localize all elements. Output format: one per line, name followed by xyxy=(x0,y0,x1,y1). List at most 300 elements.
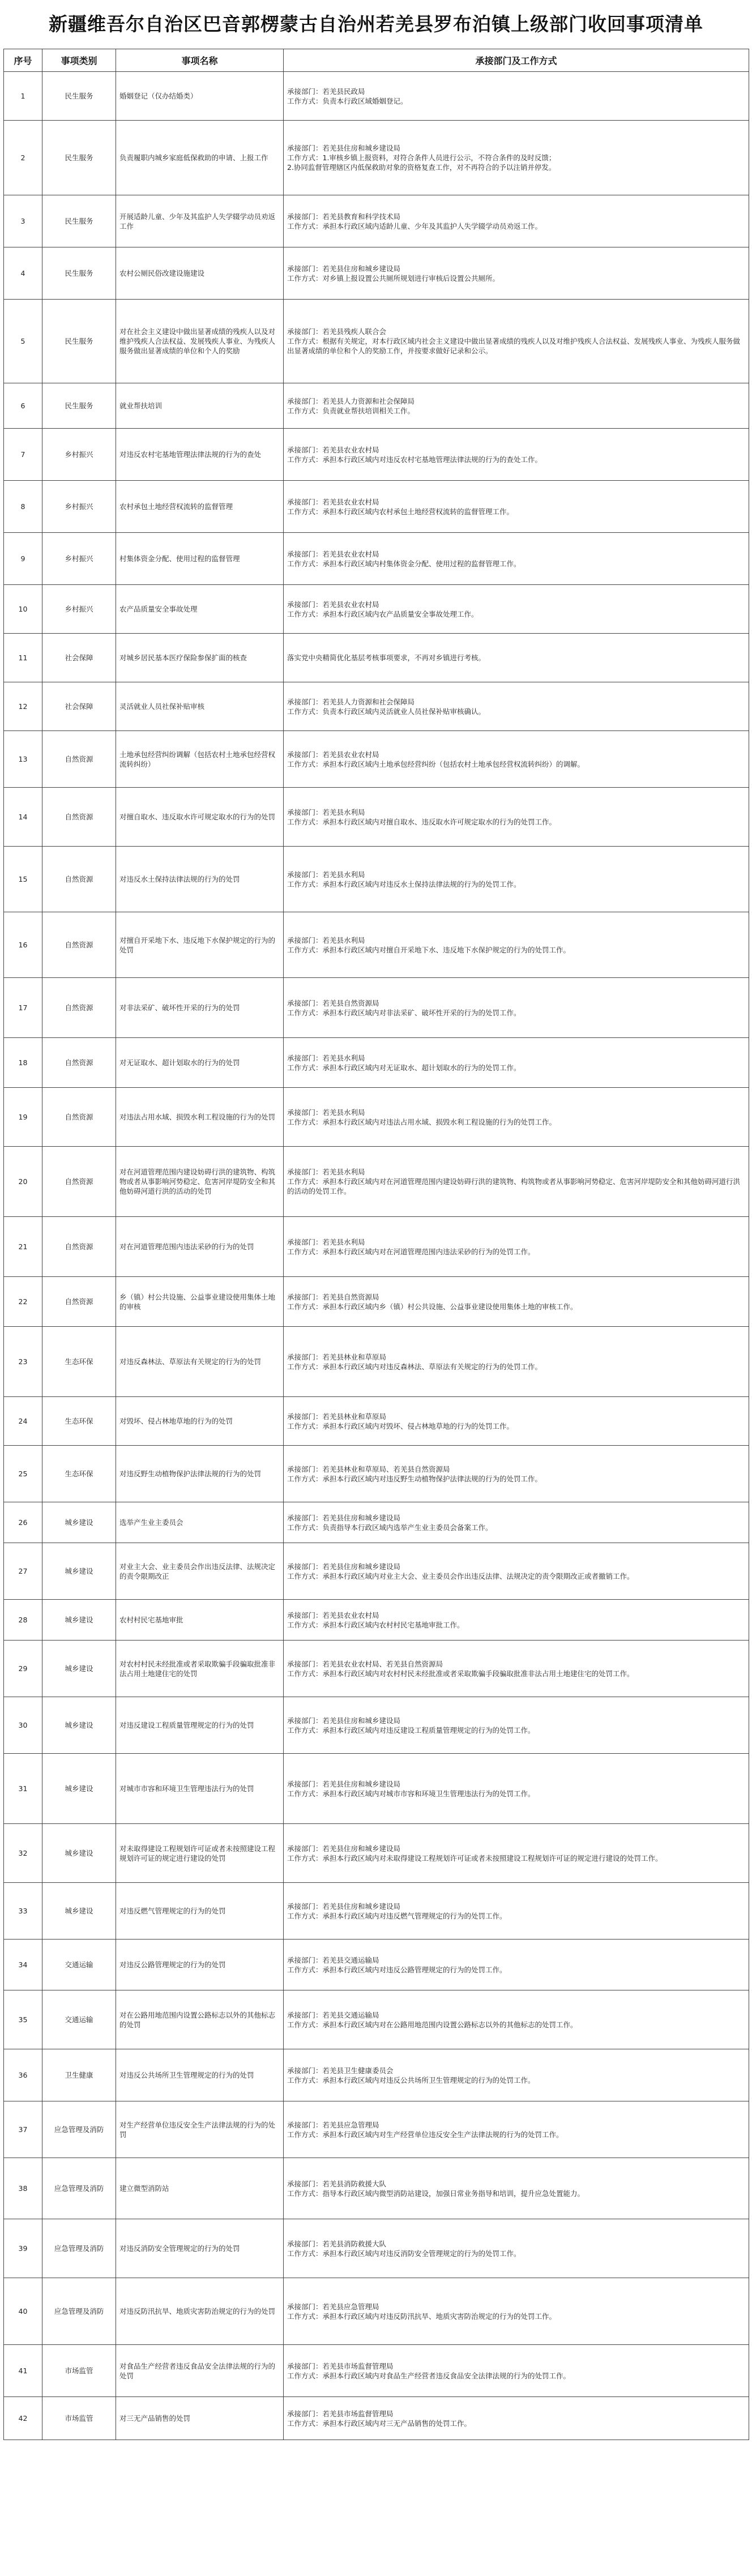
row-category: 民生服务 xyxy=(42,383,116,429)
row-item-name: 农村村民宅基地审批 xyxy=(116,1600,284,1641)
table-row xyxy=(4,247,749,300)
row-category: 自然资源 xyxy=(42,1088,116,1147)
row-number: 40 xyxy=(4,2278,42,2345)
row-dept-method xyxy=(284,1147,749,1217)
dept-line: 承接部门：若羌县农业农村局 xyxy=(287,445,379,454)
dept-line: 工作方式：承担本行政区域内对业主大会、业主委员会作出违反法律、法规决定的责令限期改正或者撤销工作。 xyxy=(287,1571,634,1580)
table-row xyxy=(4,1088,749,1147)
row-dept-method xyxy=(284,847,749,912)
row-dept-method xyxy=(284,1397,749,1446)
row-number: 20 xyxy=(4,1147,42,1217)
dept-line: 承接部门：若羌县消防救援大队 xyxy=(287,2179,387,2188)
row-item-name: 对违反建设工程质量管理规定的行为的处罚 xyxy=(116,1697,284,1754)
dept-line: 工作方式：承担本行政区域内乡（镇）村公共设施、公益事业建设使用集体土地的审核工作。 xyxy=(287,1302,578,1311)
dept-line: 工作方式：指导本行政区域内微型消防站建设，加强日常业务指导和培训，提升应急处置能力。 xyxy=(287,2189,585,2198)
row-dept-method xyxy=(284,634,749,682)
row-item-name: 对违法占用水域、损毁水利工程设施的行为的处罚 xyxy=(116,1088,284,1147)
table-row xyxy=(4,978,749,1038)
header-dept: 承接部门及工作方式 xyxy=(284,49,749,72)
row-dept-method xyxy=(284,2397,749,2440)
row-dept-method xyxy=(284,1940,749,1990)
dept-line: 承接部门：若羌县农业农村局 xyxy=(287,750,379,759)
dept-line: 承接部门：若羌县住房和城乡建设局 xyxy=(287,144,401,152)
table-row xyxy=(4,1641,749,1697)
dept-line: 工作方式：承担本行政区域内对三无产品销售的处罚工作。 xyxy=(287,2419,472,2428)
dept-line: 承接部门：若羌县林业和草原局 xyxy=(287,1352,387,1361)
row-item-name: 对违反燃气管理规定的行为的处罚 xyxy=(116,1883,284,1940)
row-dept-method xyxy=(284,300,749,383)
row-number: 13 xyxy=(4,731,42,788)
dept-line: 工作方式：承担本行政区域内对擅自开采地下水、违反地下水保护规定的行为的处罚工作。 xyxy=(287,945,571,954)
row-dept-method xyxy=(284,682,749,731)
dept-line: 工作方式：承担本行政区域内对农村村民未经批准或者采取欺骗手段骗取批准非法占用土地建住宅的处罚工作。 xyxy=(287,1669,634,1678)
dept-line: 工作方式：承担本行政区域内对违反森林法、草原法有关规定的行为的处罚工作。 xyxy=(287,1362,542,1371)
table-row xyxy=(4,1446,749,1502)
dept-line: 工作方式：承担本行政区域内对违反燃气管理规定的行为的处罚工作。 xyxy=(287,1911,507,1920)
table-row xyxy=(4,788,749,847)
row-category: 自然资源 xyxy=(42,912,116,978)
table-row xyxy=(4,481,749,533)
dept-line: 工作方式：承担本行政区域内对违反野生动植物保护法律法规的行为的处罚工作。 xyxy=(287,1474,542,1483)
dept-line: 承接部门：若羌县残疾人联合会 xyxy=(287,327,387,336)
table-row xyxy=(4,2101,749,2158)
row-category: 自然资源 xyxy=(42,978,116,1038)
dept-line: 承接部门：若羌县住房和城乡建设局 xyxy=(287,1779,401,1788)
row-dept-method xyxy=(284,1217,749,1277)
row-category: 自然资源 xyxy=(42,1147,116,1217)
dept-line: 承接部门：若羌县农业农村局 xyxy=(287,549,379,558)
dept-line: 2.协同监督管理辖区内低保救助对象的资格复查工作，对不再符合的予以注销并停发。 xyxy=(287,163,556,172)
row-number: 7 xyxy=(4,429,42,481)
row-item-name: 对在公路用地范围内设置公路标志以外的其他标志的处罚 xyxy=(116,1990,284,2049)
row-category: 交通运输 xyxy=(42,1940,116,1990)
row-number: 34 xyxy=(4,1940,42,1990)
dept-line: 工作方式：承担本行政区域内村集体资金分配、使用过程的监督管理工作。 xyxy=(287,559,521,568)
row-item-name: 对三无产品销售的处罚 xyxy=(116,2397,284,2440)
dept-line: 承接部门：若羌县住房和城乡建设局 xyxy=(287,1844,401,1853)
table-row xyxy=(4,2219,749,2278)
row-dept-method xyxy=(284,195,749,247)
dept-line: 承接部门：若羌县林业和草原局 xyxy=(287,1412,387,1421)
row-number: 19 xyxy=(4,1088,42,1147)
row-category: 市场监管 xyxy=(42,2397,116,2440)
row-number: 35 xyxy=(4,1990,42,2049)
table-row xyxy=(4,731,749,788)
table-row xyxy=(4,1940,749,1990)
row-number: 30 xyxy=(4,1697,42,1754)
dept-line: 工作方式：承担本行政区域内对违反公路管理规定的行为的处罚工作。 xyxy=(287,1965,507,1974)
table-row xyxy=(4,1277,749,1327)
dept-line: 工作方式：承担本行政区域内对非法采矿、破坏性开采的行为的处罚工作。 xyxy=(287,1008,521,1017)
row-item-name: 对违反农村宅基地管理法律法规的行为的查处 xyxy=(116,429,284,481)
row-item-name: 对未取得建设工程规划许可证或者未按照建设工程规划许可证的规定进行建设的处罚 xyxy=(116,1824,284,1883)
row-item-name: 乡（镇）村公共设施、公益事业建设使用集体土地的审核 xyxy=(116,1277,284,1327)
row-category: 生态环保 xyxy=(42,1397,116,1446)
row-category: 民生服务 xyxy=(42,195,116,247)
row-number: 31 xyxy=(4,1754,42,1824)
row-dept-method xyxy=(284,481,749,533)
table-row xyxy=(4,72,749,121)
dept-line: 工作方式：对乡镇上报设置公共厕所规划进行审核后设置公共厕所。 xyxy=(287,274,500,283)
row-dept-method xyxy=(284,2101,749,2158)
row-item-name: 对擅自取水、违反取水许可规定取水的行为的处罚 xyxy=(116,788,284,847)
row-item-name: 对违反森林法、草原法有关规定的行为的处罚 xyxy=(116,1327,284,1397)
row-category: 城乡建设 xyxy=(42,1641,116,1697)
dept-line: 工作方式：承担本行政区域内对违反农村宅基地管理法律法规的行为的查处工作。 xyxy=(287,455,542,464)
dept-line: 工作方式：负责就业帮扶培训相关工作。 xyxy=(287,406,415,415)
row-dept-method xyxy=(284,1088,749,1147)
dept-line: 承接部门：若羌县交通运输局 xyxy=(287,1955,379,1964)
dept-line: 承接部门：若羌县民政局 xyxy=(287,87,365,96)
dept-line: 工作方式：承担本行政区域内对城市市容和环境卫生管理违法行为的处罚工作。 xyxy=(287,1789,535,1798)
row-category: 乡村振兴 xyxy=(42,481,116,533)
dept-line: 工作方式：承担本行政区域内适龄儿童、少年及其监护人失学辍学动员劝返工作。 xyxy=(287,221,542,230)
row-item-name: 对违反消防安全管理规定的行为的处罚 xyxy=(116,2219,284,2278)
table-row xyxy=(4,1883,749,1940)
dept-line: 工作方式：承担本行政区域内土地承包经营纠纷（包括农村土地承包经营权流转纠纷）的调解。 xyxy=(287,759,585,768)
row-number: 29 xyxy=(4,1641,42,1697)
row-item-name: 农产品质量安全事故处理 xyxy=(116,585,284,634)
dept-line: 工作方式：承担本行政区域内对生产经营单位违反安全生产法律法规的行为的处罚工作。 xyxy=(287,2130,563,2139)
row-item-name: 建立微型消防站 xyxy=(116,2158,284,2219)
row-item-name: 对在社会主义建设中做出显著成绩的残疾人以及对维护残疾人合法权益、发展残疾人事业、为残疾人服务做出显著成绩的单位和个人的奖励 xyxy=(116,300,284,383)
row-category: 生态环保 xyxy=(42,1446,116,1502)
row-number: 3 xyxy=(4,195,42,247)
dept-line: 承接部门：若羌县住房和城乡建设局 xyxy=(287,1513,401,1522)
dept-line: 承接部门：若羌县农业农村局 xyxy=(287,1610,379,1620)
row-dept-method xyxy=(284,1446,749,1502)
row-category: 社会保障 xyxy=(42,634,116,682)
row-number: 9 xyxy=(4,533,42,585)
table-row xyxy=(4,533,749,585)
row-item-name: 农村承包土地经营权流转的监督管理 xyxy=(116,481,284,533)
row-category: 乡村振兴 xyxy=(42,429,116,481)
dept-line: 工作方式：1.审核乡镇上报资料，对符合条件人员进行公示，不符合条件的及时反馈； xyxy=(287,153,556,162)
row-item-name: 对农村村民未经批准或者采取欺骗手段骗取批准非法占用土地建住宅的处罚 xyxy=(116,1641,284,1697)
row-item-name: 村集体资金分配、使用过程的监督管理 xyxy=(116,533,284,585)
row-item-name: 对违反水土保持法律法规的行为的处罚 xyxy=(116,847,284,912)
dept-line: 承接部门：若羌县水利局 xyxy=(287,1237,365,1246)
table-row xyxy=(4,1824,749,1883)
row-item-name: 婚姻登记（仅办结婚类） xyxy=(116,72,284,121)
row-dept-method xyxy=(284,912,749,978)
row-number: 37 xyxy=(4,2101,42,2158)
row-item-name: 就业帮扶培训 xyxy=(116,383,284,429)
dept-line: 承接部门：若羌县农业农村局 xyxy=(287,600,379,609)
row-category: 应急管理及消防 xyxy=(42,2219,116,2278)
row-item-name: 对违反公共场所卫生管理规定的行为的处罚 xyxy=(116,2049,284,2101)
dept-line: 承接部门：若羌县自然资源局 xyxy=(287,998,379,1007)
dept-line: 承接部门：若羌县水利局 xyxy=(287,870,365,879)
dept-line: 承接部门：若羌县农业农村局、若羌县自然资源局 xyxy=(287,1659,443,1668)
row-item-name: 对在河道管理范围内违法采砂的行为的处罚 xyxy=(116,1217,284,1277)
row-dept-method xyxy=(284,2049,749,2101)
row-category: 社会保障 xyxy=(42,682,116,731)
row-dept-method xyxy=(284,788,749,847)
table-row xyxy=(4,1147,749,1217)
row-item-name: 开展适龄儿童、少年及其监护人失学辍学动员劝返工作 xyxy=(116,195,284,247)
dept-line: 承接部门：若羌县林业和草原局、若羌县自然资源局 xyxy=(287,1464,450,1473)
row-item-name: 对擅自开采地下水、违反地下水保护规定的行为的处罚 xyxy=(116,912,284,978)
row-dept-method xyxy=(284,978,749,1038)
row-category: 应急管理及消防 xyxy=(42,2101,116,2158)
dept-line: 承接部门：若羌县交通运输局 xyxy=(287,2010,379,2019)
dept-line: 承接部门：若羌县水利局 xyxy=(287,808,365,817)
row-number: 25 xyxy=(4,1446,42,1502)
row-item-name: 对违反公路管理规定的行为的处罚 xyxy=(116,1940,284,1990)
row-item-name: 对在河道管理范围内建设妨碍行洪的建筑物、构筑物或者从事影响河势稳定、危害河岸堤防安全和其他妨碍河道行洪的活动的处罚 xyxy=(116,1147,284,1217)
row-dept-method xyxy=(284,1502,749,1543)
row-category: 城乡建设 xyxy=(42,1883,116,1940)
dept-line: 承接部门：若羌县市场监督管理局 xyxy=(287,2409,394,2418)
row-number: 24 xyxy=(4,1397,42,1446)
row-item-name: 对违反野生动植物保护法律法规的行为的处罚 xyxy=(116,1446,284,1502)
row-number: 23 xyxy=(4,1327,42,1397)
dept-line: 承接部门：若羌县人力资源和社会保障局 xyxy=(287,697,415,706)
dept-line: 落实党中央精简优化基层考核事项要求，不再对乡镇进行考核。 xyxy=(287,653,486,662)
row-number: 39 xyxy=(4,2219,42,2278)
row-item-name: 对业主大会、业主委员会作出违反法律、法规决定的责令限期改正 xyxy=(116,1543,284,1600)
row-category: 民生服务 xyxy=(42,72,116,121)
header-no: 序号 xyxy=(4,49,42,72)
header-category: 事项类别 xyxy=(42,49,116,72)
row-item-name: 对非法采矿、破坏性开采的行为的处罚 xyxy=(116,978,284,1038)
table-row xyxy=(4,2049,749,2101)
row-dept-method xyxy=(284,2345,749,2397)
dept-line: 工作方式：承担本行政区域内对违反公共场所卫生管理规定的行为的处罚工作。 xyxy=(287,2075,535,2084)
table-row xyxy=(4,1990,749,2049)
row-item-name: 土地承包经营纠纷调解（包括农村土地承包经营权流转纠纷） xyxy=(116,731,284,788)
row-category: 城乡建设 xyxy=(42,1754,116,1824)
row-number: 21 xyxy=(4,1217,42,1277)
row-dept-method xyxy=(284,1543,749,1600)
dept-line: 工作方式：承担本行政区域内对在河道管理范围内建设妨碍行洪的建筑物、构筑物或者从事影响河势稳定、危害河岸堤防安全和其他妨碍河道行洪的活动的处罚工作。 xyxy=(287,1177,741,1195)
row-dept-method xyxy=(284,383,749,429)
header-name: 事项名称 xyxy=(116,49,284,72)
dept-line: 工作方式：承担本行政区域内对在公路用地范围内设置公路标志以外的其他标志的处罚工作。 xyxy=(287,2020,578,2029)
table-row xyxy=(4,847,749,912)
row-number: 15 xyxy=(4,847,42,912)
row-number: 16 xyxy=(4,912,42,978)
dept-line: 工作方式：承担本行政区域内对未取得建设工程规划许可证或者未按照建设工程规划许可证的规定进行建设的处罚工作。 xyxy=(287,1853,663,1862)
table-row xyxy=(4,634,749,682)
row-dept-method xyxy=(284,1697,749,1754)
row-number: 8 xyxy=(4,481,42,533)
dept-line: 工作方式：承担本行政区域内对违反建设工程质量管理规定的行为的处罚工作。 xyxy=(287,1725,535,1735)
row-number: 14 xyxy=(4,788,42,847)
table-row xyxy=(4,383,749,429)
row-dept-method xyxy=(284,1277,749,1327)
table-row xyxy=(4,1754,749,1824)
row-item-name: 对违反防汛抗旱、地质灾害防治规定的行为的处罚 xyxy=(116,2278,284,2345)
row-category: 乡村振兴 xyxy=(42,533,116,585)
dept-line: 工作方式：承担本行政区域内对违反水土保持法律法规的行为的处罚工作。 xyxy=(287,879,521,888)
row-category: 城乡建设 xyxy=(42,1600,116,1641)
table-row xyxy=(4,1038,749,1088)
row-number: 27 xyxy=(4,1543,42,1600)
row-category: 城乡建设 xyxy=(42,1697,116,1754)
row-number: 4 xyxy=(4,247,42,300)
dept-line: 承接部门：若羌县消防救援大队 xyxy=(287,2239,387,2248)
dept-line: 承接部门：若羌县住房和城乡建设局 xyxy=(287,264,401,273)
row-item-name: 对食品生产经营者违反食品安全法律法规的行为的处罚 xyxy=(116,2345,284,2397)
dept-line: 工作方式：承担本行政区域内对违反防汛抗旱、地质灾害防治规定的行为的处罚工作。 xyxy=(287,2312,557,2321)
row-number: 12 xyxy=(4,682,42,731)
dept-line: 工作方式：承担本行政区域内对毁坏、侵占林地草地的行为的处罚工作。 xyxy=(287,1421,514,1430)
table-row xyxy=(4,2158,749,2219)
row-item-name: 对城市市容和环境卫生管理违法行为的处罚 xyxy=(116,1754,284,1824)
row-dept-method xyxy=(284,1824,749,1883)
row-number: 38 xyxy=(4,2158,42,2219)
table-header-row xyxy=(4,49,749,72)
dept-line: 承接部门：若羌县应急管理局 xyxy=(287,2302,379,2311)
row-category: 城乡建设 xyxy=(42,1824,116,1883)
row-category: 民生服务 xyxy=(42,300,116,383)
table-row xyxy=(4,1543,749,1600)
row-dept-method xyxy=(284,731,749,788)
row-item-name: 负责履职内城乡家庭低保救助的申请、上报工作 xyxy=(116,121,284,195)
row-item-name: 对毁坏、侵占林地草地的行为的处罚 xyxy=(116,1397,284,1446)
dept-line: 承接部门：若羌县应急管理局 xyxy=(287,2120,379,2129)
row-dept-method xyxy=(284,1641,749,1697)
row-number: 11 xyxy=(4,634,42,682)
row-dept-method xyxy=(284,1600,749,1641)
row-number: 18 xyxy=(4,1038,42,1088)
items-table xyxy=(3,49,749,2440)
row-dept-method xyxy=(284,1327,749,1397)
table-row xyxy=(4,1397,749,1446)
row-dept-method xyxy=(284,1754,749,1824)
table-row xyxy=(4,121,749,195)
dept-line: 承接部门：若羌县住房和城乡建设局 xyxy=(287,1716,401,1725)
row-item-name: 对无证取水、超计划取水的行为的处罚 xyxy=(116,1038,284,1088)
dept-line: 承接部门：若羌县住房和城乡建设局 xyxy=(287,1902,401,1911)
row-category: 自然资源 xyxy=(42,1277,116,1327)
row-category: 市场监管 xyxy=(42,2345,116,2397)
dept-line: 承接部门：若羌县市场监督管理局 xyxy=(287,2361,394,2370)
row-number: 42 xyxy=(4,2397,42,2440)
dept-line: 承接部门：若羌县教育和科学技术局 xyxy=(287,212,401,221)
row-category: 民生服务 xyxy=(42,121,116,195)
row-number: 22 xyxy=(4,1277,42,1327)
table-row xyxy=(4,682,749,731)
dept-line: 工作方式：承担本行政区域内对违法占用水域、损毁水利工程设施的行为的处罚工作。 xyxy=(287,1117,557,1126)
table-row xyxy=(4,195,749,247)
row-category: 生态环保 xyxy=(42,1327,116,1397)
table-row xyxy=(4,2397,749,2440)
row-dept-method xyxy=(284,72,749,121)
dept-line: 承接部门：若羌县人力资源和社会保障局 xyxy=(287,396,415,405)
dept-line: 承接部门：若羌县住房和城乡建设局 xyxy=(287,1562,401,1571)
dept-line: 承接部门：若羌县水利局 xyxy=(287,1053,365,1062)
dept-line: 工作方式：承担本行政区域内对无证取水、超计划取水的行为的处罚工作。 xyxy=(287,1063,521,1072)
row-dept-method xyxy=(284,1883,749,1940)
row-dept-method xyxy=(284,533,749,585)
row-category: 应急管理及消防 xyxy=(42,2278,116,2345)
row-number: 33 xyxy=(4,1883,42,1940)
row-number: 17 xyxy=(4,978,42,1038)
table-row xyxy=(4,429,749,481)
dept-line: 承接部门：若羌县卫生健康委员会 xyxy=(287,2066,394,2075)
row-category: 卫生健康 xyxy=(42,2049,116,2101)
table-row xyxy=(4,912,749,978)
row-category: 自然资源 xyxy=(42,1217,116,1277)
row-category: 乡村振兴 xyxy=(42,585,116,634)
table-row xyxy=(4,2345,749,2397)
row-dept-method xyxy=(284,121,749,195)
row-number: 5 xyxy=(4,300,42,383)
row-item-name: 选举产生业主委员会 xyxy=(116,1502,284,1543)
row-category: 城乡建设 xyxy=(42,1502,116,1543)
row-dept-method xyxy=(284,429,749,481)
dept-line: 工作方式：承担本行政区域内对在河道管理范围内违法采砂的行为的处罚工作。 xyxy=(287,1247,535,1256)
row-number: 32 xyxy=(4,1824,42,1883)
table-row xyxy=(4,1502,749,1543)
row-category: 城乡建设 xyxy=(42,1543,116,1600)
row-number: 28 xyxy=(4,1600,42,1641)
dept-line: 工作方式：承担本行政区域内对擅自取水、违反取水许可规定取水的行为的处罚工作。 xyxy=(287,817,557,826)
dept-line: 工作方式：承担本行政区域内对违反消防安全管理规定的行为的处罚工作。 xyxy=(287,2249,521,2258)
dept-line: 承接部门：若羌县水利局 xyxy=(287,1108,365,1117)
dept-line: 工作方式：负责本行政区域婚姻登记。 xyxy=(287,96,408,105)
row-number: 1 xyxy=(4,72,42,121)
row-number: 6 xyxy=(4,383,42,429)
dept-line: 工作方式：承担本行政区域内农村村民宅基地审批工作。 xyxy=(287,1620,464,1629)
dept-line: 承接部门：若羌县水利局 xyxy=(287,1168,365,1176)
row-dept-method xyxy=(284,2278,749,2345)
table-body xyxy=(4,72,749,2440)
table-row xyxy=(4,585,749,634)
row-number: 26 xyxy=(4,1502,42,1543)
row-dept-method xyxy=(284,247,749,300)
row-item-name: 对城乡居民基本医疗保险参保扩面的核查 xyxy=(116,634,284,682)
dept-line: 工作方式：根据有关规定，对本行政区域内社会主义建设中做出显著成绩的残疾人以及对维护残疾人合法权益、发展残疾人事业、为残疾人服务做出显著成绩的单位和个人的奖励工作，并按要求做好记录和公示。 xyxy=(287,337,741,355)
row-number: 41 xyxy=(4,2345,42,2397)
table-row xyxy=(4,1600,749,1641)
table-row xyxy=(4,1697,749,1754)
dept-line: 工作方式：负责指导本行政区域内选举产生业主委员会备案工作。 xyxy=(287,1523,493,1532)
row-category: 自然资源 xyxy=(42,731,116,788)
row-category: 自然资源 xyxy=(42,847,116,912)
dept-line: 承接部门：若羌县水利局 xyxy=(287,935,365,945)
row-dept-method xyxy=(284,1038,749,1088)
row-dept-method xyxy=(284,1990,749,2049)
row-category: 自然资源 xyxy=(42,1038,116,1088)
table-row xyxy=(4,300,749,383)
dept-line: 工作方式：承担本行政区域内对食品生产经营者违反食品安全法律法规的行为的处罚工作。 xyxy=(287,2371,571,2380)
dept-line: 工作方式：承担本行政区域内农产品质量安全事故处理工作。 xyxy=(287,609,478,618)
row-category: 民生服务 xyxy=(42,247,116,300)
dept-line: 承接部门：若羌县农业农村局 xyxy=(287,497,379,506)
dept-line: 工作方式：负责本行政区域内灵活就业人员社保补贴审核确认。 xyxy=(287,707,486,716)
dept-line: 承接部门：若羌县自然资源局 xyxy=(287,1292,379,1301)
row-item-name: 灵活就业人员社保补贴审核 xyxy=(116,682,284,731)
row-category: 自然资源 xyxy=(42,788,116,847)
row-dept-method xyxy=(284,585,749,634)
row-category: 应急管理及消防 xyxy=(42,2158,116,2219)
table-row xyxy=(4,1327,749,1397)
row-number: 10 xyxy=(4,585,42,634)
dept-line: 工作方式：承担本行政区域内农村承包土地经营权流转的监督管理工作。 xyxy=(287,507,514,516)
document-title: 新疆维吾尔自治区巴音郭楞蒙古自治州若羌县罗布泊镇上级部门收回事项清单 xyxy=(49,13,703,35)
row-number: 36 xyxy=(4,2049,42,2101)
row-dept-method xyxy=(284,2158,749,2219)
row-category: 交通运输 xyxy=(42,1990,116,2049)
table-row xyxy=(4,2278,749,2345)
row-number: 2 xyxy=(4,121,42,195)
row-item-name: 对生产经营单位违反安全生产法律法规的行为的处罚 xyxy=(116,2101,284,2158)
row-dept-method xyxy=(284,2219,749,2278)
